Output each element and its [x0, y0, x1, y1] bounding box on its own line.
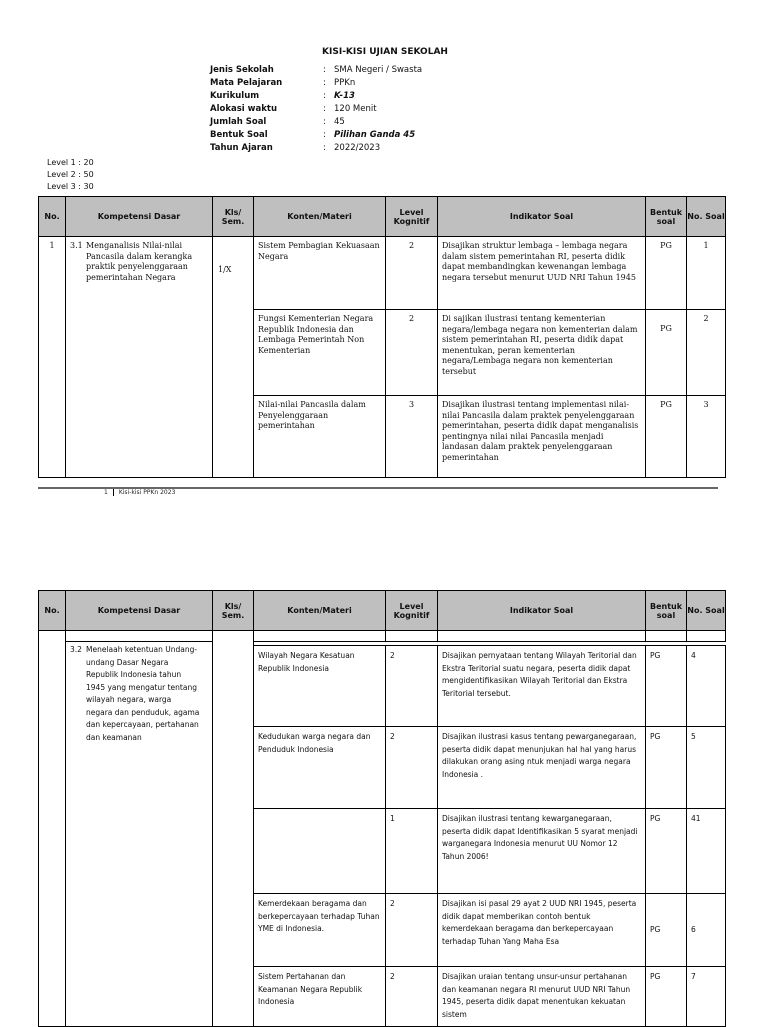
- kisi-table-page-2: [38, 590, 726, 1027]
- meta-colon: :: [323, 78, 326, 88]
- kelas-semester: [213, 631, 254, 1027]
- col-header-no: No.: [39, 591, 66, 631]
- level-cell: 2: [386, 310, 438, 396]
- col-header-bentuk: Bentuk soal: [646, 197, 687, 237]
- level-3-line: Level 3 : 30: [47, 182, 94, 191]
- indikator-cell: Disajikan struktur lembaga – lembaga negara dalam sistem pemerintahan RI, peserta didik dapat membandingkan kewenangan lembaga negara tersebut menurut UUD NRI Tahun 1945: [438, 237, 646, 310]
- table-row: [39, 237, 726, 310]
- col-header-bentuk: Bentuk soal: [646, 591, 687, 631]
- level-cell: 2: [386, 727, 438, 809]
- col-header-kls: Kls/ Sem.: [213, 591, 254, 631]
- col-header-indikator: Indikator Soal: [438, 197, 646, 237]
- materi-cell: Kedudukan warga negara dan Penduduk Indonesia: [254, 727, 386, 809]
- spacer-cell: [66, 631, 213, 642]
- level-cell: 3: [386, 396, 438, 478]
- kompetensi-dasar: [66, 642, 213, 1027]
- meta-value: K-13: [334, 91, 355, 101]
- col-header-nosoal: No. Soal: [687, 591, 726, 631]
- level-cell: 2: [386, 646, 438, 727]
- meta-colon: :: [323, 117, 326, 127]
- level-cell: 2: [386, 237, 438, 310]
- level-distribution: [47, 157, 94, 193]
- row-number: 1: [39, 237, 66, 478]
- meta-value: PPKn: [334, 78, 356, 88]
- meta-colon: :: [323, 104, 326, 114]
- materi-cell: Sistem Pembagian Kekuasaan Negara: [254, 237, 386, 310]
- nosoal-cell: 7: [687, 967, 726, 1027]
- materi-cell: [254, 809, 386, 894]
- kompetensi-dasar: [66, 237, 213, 478]
- nosoal-cell: 1: [687, 237, 726, 310]
- materi-cell: Fungsi Kementerian Negara Republik Indonesia dan Lembaga Pemerintah Non Kementerian: [254, 310, 386, 396]
- col-header-indikator: Indikator Soal: [438, 591, 646, 631]
- level-1-line: Level 1 : 20: [47, 158, 94, 167]
- indikator-cell: Disajikan ilustrasi tentang kewarganegaraan, peserta didik dapat Identifikasikan 5 syarat menjadi warganegara Indonesia menurut UU Nomor 12 Tahun 2006!: [438, 809, 646, 894]
- footer-text: Kisi-kisi PPKn 2023: [118, 489, 176, 496]
- spacer-cell: [438, 631, 646, 642]
- meta-row-tahun-ajaran: [210, 142, 530, 155]
- col-header-kd: Kompetensi Dasar: [66, 591, 213, 631]
- meta-colon: :: [323, 91, 326, 101]
- nosoal-cell: 41: [687, 809, 726, 894]
- kisi-table-page-1: [38, 196, 726, 478]
- spacer-cell: [646, 631, 687, 642]
- indikator-cell: Disajikan isi pasal 29 ayat 2 UUD NRI 1945, peserta didik dapat memberikan contoh bentuk kemerdekaan beragama dan berkepercayaan terhadap Tuhan Yang Maha Esa: [438, 894, 646, 967]
- kd-number: 3.1: [70, 241, 83, 250]
- document-title: KISI-KISI UJIAN SEKOLAH: [322, 47, 448, 57]
- table-header-row: [39, 591, 726, 631]
- kd-text: Menelaah ketentuan Undang-undang Dasar Negara Republik Indonesia tahun 1945 yang mengatur tentang wilayah negara, warga negara dan penduduk, agama dan kepercayaan, pertahanan dan keamanan: [86, 645, 200, 742]
- meta-row-mata-pelajaran: [210, 77, 530, 90]
- meta-row-kurikulum: [210, 90, 530, 103]
- col-header-materi: Konten/Materi: [254, 591, 386, 631]
- level-cell: 1: [386, 809, 438, 894]
- col-header-level: Level Kognitif: [386, 197, 438, 237]
- page-number: 1: [104, 489, 108, 496]
- kd-text: Menganalisis Nilai-nilai Pancasila dalam kerangka praktik penyelenggaraan pemerintahan Negara: [86, 241, 193, 282]
- level-cell: 2: [386, 967, 438, 1027]
- meta-row-alokasi-waktu: [210, 103, 530, 116]
- col-header-no: No.: [39, 197, 66, 237]
- meta-value: Pilihan Ganda 45: [334, 130, 416, 140]
- indikator-cell: Di sajikan ilustrasi tentang kementerian negara/lembaga negara non kementerian dalam sistem pemerintahan RI, peserta didik dapat menentukan, peran kementerian negara/Lembaga negara non kementerian tersebut: [438, 310, 646, 396]
- meta-key: Jumlah Soal: [210, 117, 267, 127]
- bentuk-cell: PG: [646, 396, 687, 478]
- meta-key: Tahun Ajaran: [210, 143, 273, 153]
- indikator-cell: Disajikan ilustrasi tentang implementasi nilai- nilai Pancasila dalam praktek penyelenggaraan pemerintahan, peserta didik dapat menganalisis pentingnya nilai nilai Pancasila menjadi landasan dalam praktek penyelenggaraan pemerintahan: [438, 396, 646, 478]
- kd-number: 3.2: [70, 645, 82, 654]
- meta-key: Kurikulum: [210, 91, 260, 101]
- meta-key: Alokasi waktu: [210, 104, 278, 114]
- meta-colon: :: [323, 130, 326, 140]
- col-header-level: Level Kognitif: [386, 591, 438, 631]
- meta-value: 45: [334, 117, 345, 127]
- materi-cell: Nilai-nilai Pancasila dalam Penyelenggaraan pemerintahan: [254, 396, 386, 478]
- meta-row-bentuk-soal: [210, 129, 530, 142]
- table-header-row: [39, 197, 726, 237]
- meta-row-jumlah-soal: [210, 116, 530, 129]
- indikator-cell: Disajikan ilustrasi kasus tentang pewarganegaraan, peserta didik dapat menunjukan hal hal yang harus dilakukan orang asing ntuk menjadi warga negara Indonesia .: [438, 727, 646, 809]
- meta-block: [210, 64, 530, 155]
- meta-key: Bentuk Soal: [210, 130, 268, 140]
- meta-value: 2022/2023: [334, 143, 381, 153]
- nosoal-cell: 3: [687, 396, 726, 478]
- bentuk-cell: PG: [646, 310, 687, 396]
- nosoal-cell: 6: [687, 894, 726, 967]
- kelas-semester: 1/X: [213, 237, 254, 478]
- meta-value: 120 Menit: [334, 104, 377, 114]
- materi-cell: Wilayah Negara Kesatuan Republik Indonesia: [254, 646, 386, 727]
- footer-separator: [113, 489, 114, 496]
- bentuk-cell: PG: [646, 237, 687, 310]
- col-header-kd: Kompetensi Dasar: [66, 197, 213, 237]
- nosoal-cell: 4: [687, 646, 726, 727]
- indikator-cell: Disajikan uraian tentang unsur-unsur pertahanan dan keamanan negara RI menurut UUD NRI Tahun 1945, peserta didik dapat menentukan kekuatan sistem: [438, 967, 646, 1027]
- meta-row-jenis-sekolah: [210, 64, 530, 77]
- table-spacer-row: [39, 631, 726, 642]
- meta-key: Mata Pelajaran: [210, 78, 283, 88]
- level-cell: 2: [386, 894, 438, 967]
- materi-cell: Kemerdekaan beragama dan berkepercayaan terhadap Tuhan YME di Indonesia.: [254, 894, 386, 967]
- nosoal-cell: 2: [687, 310, 726, 396]
- bentuk-cell: PG: [646, 727, 687, 809]
- indikator-cell: Disajikan pernyataan tentang Wilayah Teritorial dan Ekstra Teritorial suatu negara, peserta didik dapat mengidentifikasikan Wilayah Teritorial dan Ekstra Teritorial tersebut.: [438, 646, 646, 727]
- row-number: [39, 631, 66, 1027]
- bentuk-cell: PG: [646, 894, 687, 967]
- meta-value: SMA Negeri / Swasta: [334, 65, 423, 75]
- spacer-cell: [254, 631, 386, 642]
- spacer-cell: [386, 631, 438, 642]
- bentuk-cell: PG: [646, 809, 687, 894]
- bentuk-cell: PG: [646, 967, 687, 1027]
- nosoal-cell: 5: [687, 727, 726, 809]
- materi-cell: Sistem Pertahanan dan Keamanan Negara Republik Indonesia: [254, 967, 386, 1027]
- col-header-nosoal: No. Soal: [687, 197, 726, 237]
- meta-colon: :: [323, 143, 326, 153]
- meta-key: Jenis Sekolah: [210, 65, 274, 75]
- col-header-materi: Konten/Materi: [254, 197, 386, 237]
- level-2-line: Level 2 : 50: [47, 170, 94, 179]
- page-footer: [104, 489, 175, 496]
- bentuk-cell: PG: [646, 646, 687, 727]
- col-header-kls: Kls/ Sem.: [213, 197, 254, 237]
- spacer-cell: [687, 631, 726, 642]
- meta-colon: :: [323, 65, 326, 75]
